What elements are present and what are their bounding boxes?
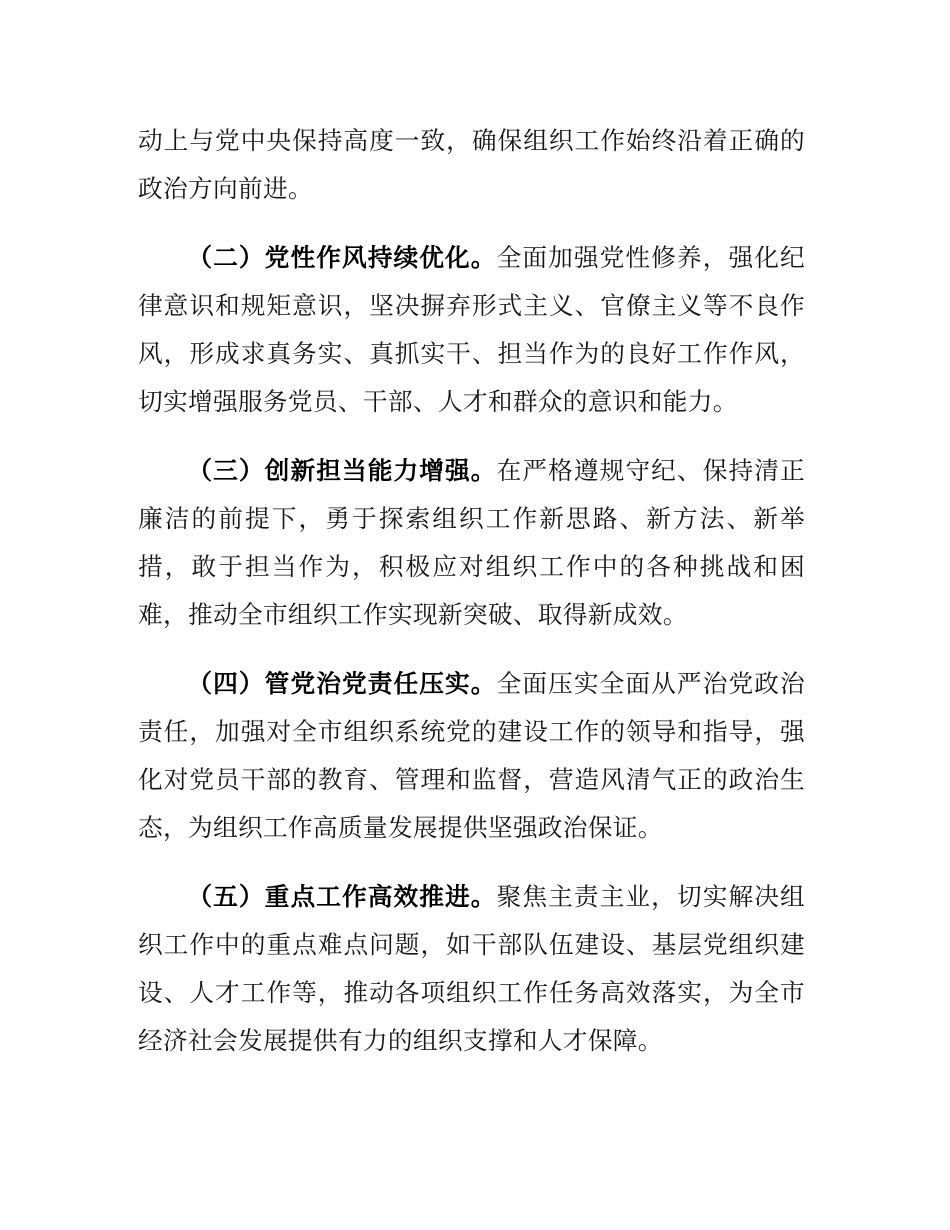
paragraph-heading: （二）党性作风持续优化。 [187,245,497,272]
paragraph-heading: （四）管党治党责任压实。 [187,671,497,698]
paragraph-body: 全面压实全面从严治党政治责任，加强对全市组织系统党的建设工作的领导和指导，强化对党员干部的教育、管理和监督，营造风清气正的政治生态，为组织工作高质量发展提供坚强政治保证。 [138,671,805,842]
paragraph-body: 全面加强党性修养，强化纪律意识和规矩意识，坚决摒弃形式主义、官僚主义等不良作风，形成求真务实、真抓实干、担当作为的良好工作作风，切实增强服务党员、干部、人才和群众的意识和能力。 [138,245,805,416]
paragraph-heading: （五）重点工作高效推进。 [187,884,497,911]
paragraph-section-4 [138,661,805,853]
paragraph-body: 聚焦主责主业，切实解决组织工作中的重点难点问题，如干部队伍建设、基层党组织建设、人才工作等，推动各项组织工作任务高效落实，为全市经济社会发展提供有力的组织支撑和人才保障。 [138,884,805,1055]
paragraph-section-2 [138,235,805,427]
paragraph-section-5 [138,874,805,1066]
paragraph-body: 在严格遵规守纪、保持清正廉洁的前提下，勇于探索组织工作新思路、新方法、新举措，敢于担当作为，积极应对组织工作中的各种挑战和困难，推动全市组织工作实现新突破、取得新成效。 [138,458,805,629]
paragraph-continuation [138,118,805,214]
paragraph-section-3 [138,448,805,640]
paragraph-body: 动上与党中央保持高度一致，确保组织工作始终沿着正确的政治方向前进。 [138,128,805,203]
paragraph-heading: （三）创新担当能力增强。 [187,458,497,485]
